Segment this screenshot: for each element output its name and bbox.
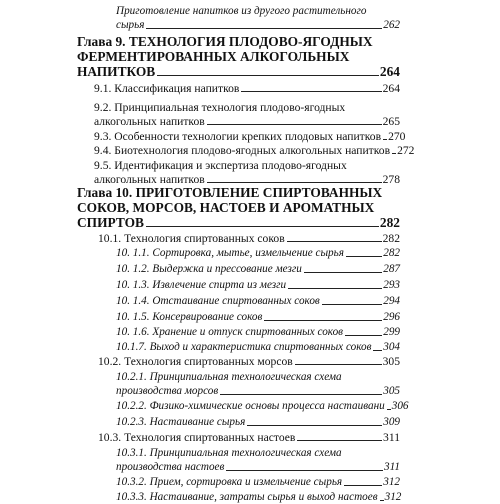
toc-page-number: 305: [383, 385, 400, 397]
toc-entry-title: СПИРТОВ: [77, 215, 144, 230]
toc-page-number: 294: [383, 294, 400, 307]
toc-entry-title: 10. 1.1. Сортировка, мытье, измельчение сырья: [116, 246, 344, 259]
toc-leader-line: [247, 425, 382, 426]
toc-subsection[interactable]: [116, 245, 400, 260]
toc-leader-line: [344, 485, 382, 486]
toc-leader-line: [304, 272, 382, 273]
toc-entry-title: 10.2.2. Физико-химические основы процесса настаивани: [116, 399, 385, 412]
toc-entry-title: 10.2.3. Настаивание сырья: [116, 415, 246, 428]
toc-entry-title: 10. 1.5. Консервирование соков: [116, 310, 263, 323]
toc-page-number: 272: [397, 143, 415, 157]
toc-page-number: 312: [384, 490, 402, 503]
toc-chapter[interactable]: [77, 185, 400, 230]
toc-leader-line: [207, 124, 382, 125]
toc-leader-line: [383, 139, 387, 140]
toc-page-number: 293: [383, 278, 400, 291]
toc-section[interactable]: [94, 142, 415, 157]
toc-subsection[interactable]: [116, 414, 400, 429]
toc-entry-title: НАПИТКОВ: [77, 64, 156, 79]
toc-entry-title: алкогольных напитков: [94, 115, 205, 128]
toc-chapter[interactable]: [77, 34, 400, 79]
toc-leader-line: [346, 256, 382, 257]
toc-leader-line: [220, 394, 382, 395]
toc-page-number: 299: [383, 325, 400, 338]
toc-leader-line: [345, 335, 382, 336]
toc-entry-title: 9.4. Биотехнология плодово-ягодных алкогольных напитков: [94, 143, 391, 157]
toc-leader-line: [207, 182, 382, 183]
toc-page-number: 312: [383, 475, 400, 488]
toc-page-number: 309: [383, 415, 400, 428]
toc-section[interactable]: [98, 429, 400, 444]
toc-section[interactable]: [94, 128, 406, 143]
toc-entry-title: 9.2. Принципиальная технология плодово-ягодных: [94, 100, 346, 114]
toc-page-number: 262: [383, 19, 400, 31]
toc-page-number: 282: [383, 246, 400, 259]
toc-entry-title: 10.3.2. Прием, сортировка и измельчение сырья: [116, 475, 343, 488]
toc-section[interactable]: [98, 230, 400, 245]
toc-subsection[interactable]: [116, 445, 400, 474]
toc-page-number: 311: [384, 461, 400, 473]
toc-section[interactable]: [94, 80, 400, 95]
toc-page-number: 282: [382, 231, 400, 245]
toc-page-number: 296: [383, 310, 400, 323]
toc-section[interactable]: [94, 157, 400, 186]
toc-subsection[interactable]: [116, 369, 400, 398]
toc-leader-line: [387, 409, 391, 410]
toc-entry-title: 10.3.3. Настаивание, затраты сырья и выход настоев: [116, 490, 378, 503]
toc-page-number: 305: [382, 354, 400, 368]
toc-page-number: 311: [383, 430, 400, 444]
toc-entry-title: 10. 1.2. Выдержка и прессование мезги: [116, 262, 302, 275]
toc-leader-line: [157, 75, 379, 76]
toc-entry-title: Приготовление напитков из другого растительного: [116, 4, 367, 17]
toc-leader-line: [264, 320, 382, 321]
toc-entry-title: 10. 1.4. Отстаивание спиртованных соков: [116, 294, 320, 307]
toc-entry-title: алкогольных напитков: [94, 173, 205, 186]
toc-page-number: 270: [388, 129, 406, 143]
toc-entry-title: Глава 9. ТЕХНОЛОГИЯ ПЛОДОВО-ЯГОДНЫХ: [77, 34, 373, 49]
toc-subsection[interactable]: [116, 277, 400, 292]
toc-entry-title: ФЕРМЕНТИРОВАННЫХ АЛКОГОЛЬНЫХ: [77, 49, 350, 64]
toc-leader-line: [287, 241, 382, 242]
toc-leader-line: [146, 226, 379, 227]
toc-subsection[interactable]: [116, 474, 400, 489]
toc-subsection[interactable]: [116, 339, 400, 354]
toc-entry-title: Глава 10. ПРИГОТОВЛЕНИЕ СПИРТОВАННЫХ: [77, 185, 383, 200]
toc-entry-title: производства настоев: [116, 461, 225, 473]
toc-section[interactable]: [94, 99, 400, 128]
toc-entry-title: 9.5. Идентификация и экспертиза плодово-ягодных: [94, 158, 347, 172]
toc-subsection[interactable]: [116, 324, 400, 339]
toc-entry-title: 10.3.1. Принципиальная технологическая схема: [116, 446, 342, 459]
toc-entry-title: 10. 1.3. Извлечение спирта из мезги: [116, 278, 287, 291]
toc-entry-title: 10.1.7. Выход и характеристика спиртованных соков: [116, 340, 372, 353]
toc-subsection[interactable]: [116, 3, 400, 32]
toc-entry-title: 10.2. Технология спиртованных морсов: [98, 354, 293, 368]
toc-entry-title: 9.3. Особенности технологии крепких плодовых напитков: [94, 129, 382, 143]
toc-entry-title: сырья: [116, 19, 145, 31]
toc-entry-title: 10.2.1. Принципиальная технологическая схема: [116, 370, 342, 383]
toc-entry-title: 10.1. Технология спиртованных соков: [98, 231, 285, 245]
toc-leader-line: [241, 91, 381, 92]
toc-subsection[interactable]: [116, 398, 409, 413]
toc-leader-line: [226, 470, 383, 471]
toc-leader-line: [392, 153, 396, 154]
toc-section[interactable]: [98, 353, 400, 368]
toc-entry-title: 9.1. Классификация напитков: [94, 81, 240, 95]
toc-leader-line: [295, 364, 382, 365]
toc-page-number: 264: [382, 81, 400, 95]
toc-page-number: 282: [379, 215, 400, 230]
toc-leader-line: [146, 28, 382, 29]
toc-page-number: 265: [382, 115, 400, 128]
toc-entry-title: 10.3. Технология спиртованных настоев: [98, 430, 296, 444]
toc-leader-line: [322, 304, 382, 305]
toc-leader-line: [288, 288, 382, 289]
toc-entry-title: СОКОВ, МОРСОВ, НАСТОЕВ И АРОМАТНЫХ: [77, 200, 375, 215]
toc-page-number: 304: [383, 340, 400, 353]
toc-leader-line: [297, 440, 382, 441]
toc-subsection[interactable]: [116, 261, 400, 276]
toc-subsection[interactable]: [116, 293, 400, 308]
toc-page-number: 264: [379, 64, 400, 79]
toc-entry-title: 10. 1.6. Хранение и отпуск спиртованных соков: [116, 325, 344, 338]
toc-page-number: 287: [383, 262, 400, 275]
toc-subsection[interactable]: [116, 489, 400, 504]
toc-leader-line: [373, 350, 382, 351]
toc-page-number: 278: [382, 173, 400, 186]
toc-entry-title: производства морсов: [116, 385, 219, 397]
toc-subsection[interactable]: [116, 309, 400, 324]
toc-page-number: 306: [391, 399, 409, 412]
